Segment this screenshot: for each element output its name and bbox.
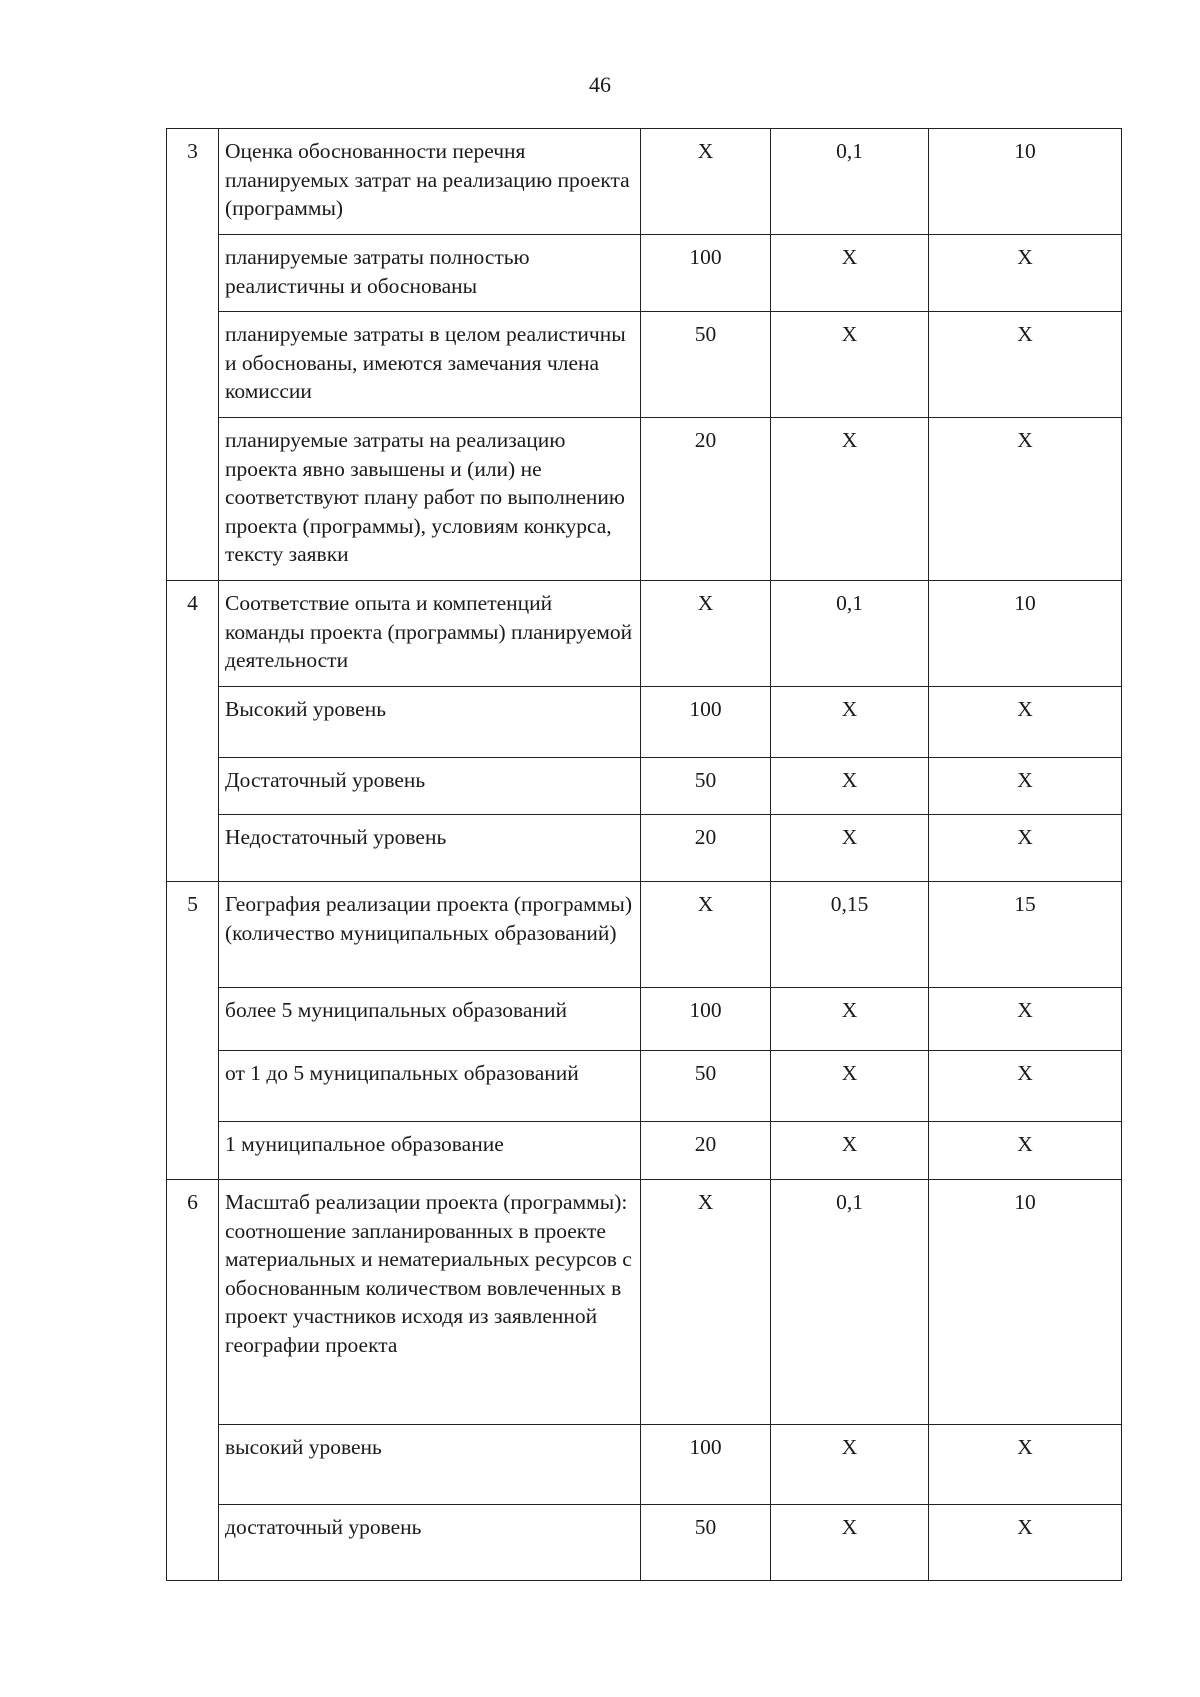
criterion-row [167, 1180, 1122, 1425]
option-text: Недостаточный уровень [219, 815, 641, 882]
option-row [167, 815, 1122, 882]
option-row [167, 1051, 1122, 1122]
criterion-title: География реализации проекта (программы) (количество муниципальных образований) [219, 882, 641, 988]
max-cell: X [929, 312, 1122, 418]
number-cell-empty [167, 1122, 219, 1180]
criterion-row [167, 882, 1122, 988]
max-cell: X [929, 1122, 1122, 1180]
number-cell-empty [167, 758, 219, 815]
score-cell: X [641, 1180, 771, 1425]
score-cell: 100 [641, 235, 771, 312]
option-text: планируемые затраты полностью реалистичны и обоснованы [219, 235, 641, 312]
option-text: достаточный уровень [219, 1505, 641, 1581]
score-cell: 100 [641, 687, 771, 758]
criterion-number: 6 [167, 1180, 219, 1425]
option-row [167, 1122, 1122, 1180]
weight-cell: X [771, 758, 929, 815]
max-cell: 10 [929, 1180, 1122, 1425]
number-cell-empty [167, 235, 219, 312]
score-cell: 50 [641, 758, 771, 815]
option-text: высокий уровень [219, 1425, 641, 1505]
score-cell: 100 [641, 988, 771, 1051]
number-cell-empty [167, 312, 219, 418]
score-cell: 20 [641, 1122, 771, 1180]
option-row [167, 418, 1122, 581]
criterion-number: 3 [167, 129, 219, 235]
max-cell: X [929, 235, 1122, 312]
option-text: более 5 муниципальных образований [219, 988, 641, 1051]
weight-cell: X [771, 1425, 929, 1505]
number-cell-empty [167, 988, 219, 1051]
page-number: 46 [589, 72, 611, 97]
max-cell: X [929, 418, 1122, 581]
option-text: Высокий уровень [219, 687, 641, 758]
number-cell-empty [167, 1051, 219, 1122]
criteria-table [166, 128, 1122, 1581]
weight-cell: 0,1 [771, 581, 929, 687]
option-row [167, 312, 1122, 418]
option-row [167, 988, 1122, 1051]
score-cell: X [641, 581, 771, 687]
score-cell: 20 [641, 815, 771, 882]
option-text: планируемые затраты в целом реалистичны и обоснованы, имеются замечания члена комиссии [219, 312, 641, 418]
number-cell-empty [167, 1425, 219, 1505]
weight-cell: 0,1 [771, 129, 929, 235]
max-cell: X [929, 1051, 1122, 1122]
max-cell: X [929, 1425, 1122, 1505]
weight-cell: X [771, 235, 929, 312]
max-cell: 15 [929, 882, 1122, 988]
option-text: Достаточный уровень [219, 758, 641, 815]
number-cell-empty [167, 418, 219, 581]
max-cell: X [929, 758, 1122, 815]
score-cell: 50 [641, 312, 771, 418]
option-row [167, 758, 1122, 815]
option-text: 1 муниципальное образование [219, 1122, 641, 1180]
score-cell: X [641, 129, 771, 235]
weight-cell: 0,1 [771, 1180, 929, 1425]
max-cell: X [929, 687, 1122, 758]
criterion-title: Масштаб реализации проекта (программы): соотношение запланированных в проекте материальных и нематериальных ресурсов с обоснованным количеством вовлеченных в проект участников исходя из заявленной географии проекта [219, 1180, 641, 1425]
criterion-title: Оценка обоснованности перечня планируемых затрат на реализацию проекта (программы) [219, 129, 641, 235]
criterion-number: 4 [167, 581, 219, 687]
criterion-number: 5 [167, 882, 219, 988]
criterion-row [167, 581, 1122, 687]
number-cell-empty [167, 687, 219, 758]
weight-cell: X [771, 1122, 929, 1180]
score-cell: 50 [641, 1051, 771, 1122]
weight-cell: X [771, 312, 929, 418]
option-text: планируемые затраты на реализацию проекта явно завышены и (или) не соответствуют плану работ по выполнению проекта (программы), условиям конкурса, тексту заявки [219, 418, 641, 581]
criterion-title: Соответствие опыта и компетенций команды проекта (программы) планируемой деятельности [219, 581, 641, 687]
number-cell-empty [167, 815, 219, 882]
score-cell: X [641, 882, 771, 988]
max-cell: X [929, 815, 1122, 882]
score-cell: 100 [641, 1425, 771, 1505]
score-cell: 20 [641, 418, 771, 581]
score-cell: 50 [641, 1505, 771, 1581]
max-cell: 10 [929, 129, 1122, 235]
weight-cell: X [771, 1505, 929, 1581]
weight-cell: 0,15 [771, 882, 929, 988]
weight-cell: X [771, 418, 929, 581]
option-text: от 1 до 5 муниципальных образований [219, 1051, 641, 1122]
option-row [167, 235, 1122, 312]
option-row [167, 687, 1122, 758]
max-cell: X [929, 988, 1122, 1051]
option-row [167, 1505, 1122, 1581]
weight-cell: X [771, 815, 929, 882]
weight-cell: X [771, 988, 929, 1051]
weight-cell: X [771, 1051, 929, 1122]
weight-cell: X [771, 687, 929, 758]
criterion-row [167, 129, 1122, 235]
option-row [167, 1425, 1122, 1505]
max-cell: 10 [929, 581, 1122, 687]
max-cell: X [929, 1505, 1122, 1581]
number-cell-empty [167, 1505, 219, 1581]
